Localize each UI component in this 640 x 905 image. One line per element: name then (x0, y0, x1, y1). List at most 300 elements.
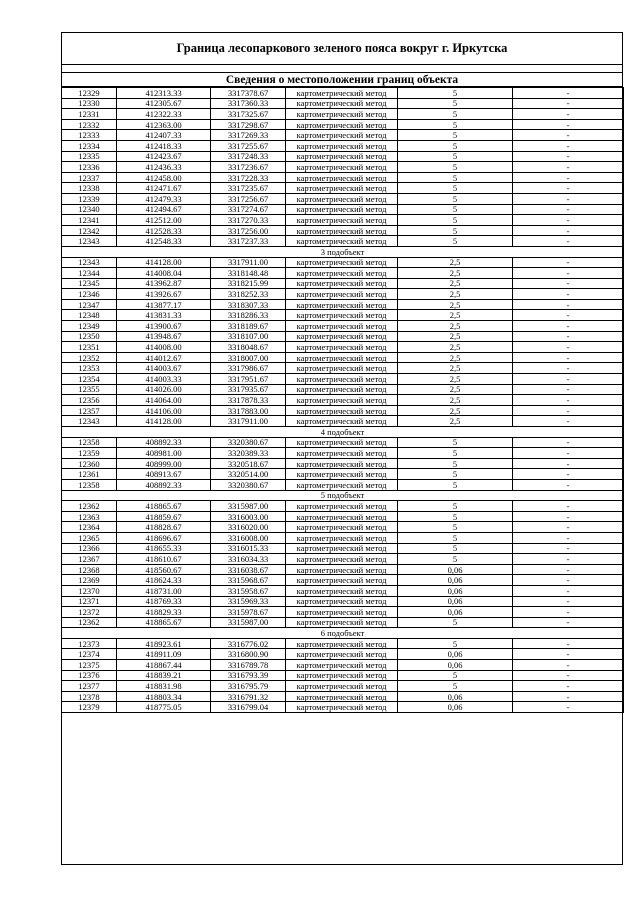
method-cell: картометрический метод (286, 363, 398, 374)
subobject-label: 6 подобъект (62, 628, 624, 639)
method-cell: картометрический метод (286, 98, 398, 109)
table-row (62, 352, 624, 363)
method-cell: картометрический метод (286, 585, 398, 596)
accuracy-cell: 5 (398, 162, 513, 173)
table-row (62, 183, 624, 194)
table-row (62, 448, 624, 459)
point-number-cell: 12370 (62, 585, 117, 596)
table-row (62, 681, 624, 692)
subobject-row (62, 490, 624, 501)
x-coordinate-cell: 412479.33 (117, 193, 211, 204)
accuracy-cell: 2,5 (398, 342, 513, 353)
method-cell: картометрический метод (286, 352, 398, 363)
method-cell: картометрический метод (286, 522, 398, 533)
method-cell: картометрический метод (286, 88, 398, 99)
description-cell: - (513, 278, 624, 289)
y-coordinate-cell: 3315969.33 (211, 596, 286, 607)
point-number-cell: 12368 (62, 564, 117, 575)
point-number-cell: 12336 (62, 162, 117, 173)
x-coordinate-cell: 408913.67 (117, 469, 211, 480)
accuracy-cell: 5 (398, 670, 513, 681)
table-row (62, 162, 624, 173)
description-cell: - (513, 257, 624, 268)
point-number-cell: 12355 (62, 384, 117, 395)
x-coordinate-cell: 412471.67 (117, 183, 211, 194)
point-number-cell: 12343 (62, 416, 117, 427)
description-cell: - (513, 140, 624, 151)
accuracy-cell: 5 (398, 554, 513, 565)
method-cell: картометрический метод (286, 469, 398, 480)
description-cell: - (513, 511, 624, 522)
method-cell: картометрический метод (286, 596, 398, 607)
x-coordinate-cell: 418865.67 (117, 501, 211, 512)
accuracy-cell: 2,5 (398, 289, 513, 300)
accuracy-cell: 5 (398, 522, 513, 533)
table-row (62, 501, 624, 512)
y-coordinate-cell: 3317951.67 (211, 374, 286, 385)
x-coordinate-cell: 418731.00 (117, 585, 211, 596)
table-row (62, 564, 624, 575)
y-coordinate-cell: 3317274.67 (211, 204, 286, 215)
y-coordinate-cell: 3320380.67 (211, 437, 286, 448)
table-row (62, 702, 624, 713)
accuracy-cell: 0,06 (398, 660, 513, 671)
description-cell: - (513, 310, 624, 321)
subobject-label: 4 подобъект (62, 427, 624, 438)
section-header: Сведения о местоположении границ объекта (62, 73, 622, 87)
point-number-cell: 12350 (62, 331, 117, 342)
point-number-cell: 12346 (62, 289, 117, 300)
method-cell: картометрический метод (286, 162, 398, 173)
document-title: Граница лесопаркового зеленого пояса вокруг г. Иркутска (62, 33, 622, 65)
y-coordinate-cell: 3318307.33 (211, 299, 286, 310)
accuracy-cell: 5 (398, 543, 513, 554)
point-number-cell: 12373 (62, 638, 117, 649)
accuracy-cell: 2,5 (398, 268, 513, 279)
x-coordinate-cell: 418867.44 (117, 660, 211, 671)
x-coordinate-cell: 414012.67 (117, 352, 211, 363)
x-coordinate-cell: 418610.67 (117, 554, 211, 565)
y-coordinate-cell: 3317256.00 (211, 225, 286, 236)
method-cell: картометрический метод (286, 564, 398, 575)
x-coordinate-cell: 412512.00 (117, 215, 211, 226)
table-row (62, 479, 624, 490)
method-cell: картометрический метод (286, 405, 398, 416)
table-row (62, 416, 624, 427)
y-coordinate-cell: 3315987.00 (211, 617, 286, 628)
point-number-cell: 12374 (62, 649, 117, 660)
description-cell: - (513, 88, 624, 99)
accuracy-cell: 2,5 (398, 416, 513, 427)
description-cell: - (513, 596, 624, 607)
subobject-row (62, 628, 624, 639)
point-number-cell: 12360 (62, 458, 117, 469)
description-cell: - (513, 384, 624, 395)
y-coordinate-cell: 3316020.00 (211, 522, 286, 533)
accuracy-cell: 2,5 (398, 299, 513, 310)
accuracy-cell: 5 (398, 88, 513, 99)
table-row (62, 278, 624, 289)
description-cell: - (513, 321, 624, 332)
title-spacer (62, 65, 622, 73)
description-cell: - (513, 522, 624, 533)
description-cell: - (513, 236, 624, 247)
table-row (62, 363, 624, 374)
point-number-cell: 12335 (62, 151, 117, 162)
point-number-cell: 12363 (62, 511, 117, 522)
y-coordinate-cell: 3320514.00 (211, 469, 286, 480)
y-coordinate-cell: 3317360.33 (211, 98, 286, 109)
y-coordinate-cell: 3316003.00 (211, 511, 286, 522)
accuracy-cell: 0,06 (398, 607, 513, 618)
x-coordinate-cell: 418769.33 (117, 596, 211, 607)
y-coordinate-cell: 3320380.67 (211, 479, 286, 490)
table-row (62, 607, 624, 618)
coordinates-table (61, 87, 624, 713)
x-coordinate-cell: 418560.67 (117, 564, 211, 575)
point-number-cell: 12357 (62, 405, 117, 416)
point-number-cell: 12377 (62, 681, 117, 692)
description-cell: - (513, 405, 624, 416)
accuracy-cell: 5 (398, 501, 513, 512)
table-row (62, 405, 624, 416)
table-row (62, 130, 624, 141)
y-coordinate-cell: 3318148.48 (211, 268, 286, 279)
y-coordinate-cell: 3318107.00 (211, 331, 286, 342)
method-cell: картометрический метод (286, 479, 398, 490)
x-coordinate-cell: 413900.67 (117, 321, 211, 332)
x-coordinate-cell: 408892.33 (117, 437, 211, 448)
x-coordinate-cell: 413831.33 (117, 310, 211, 321)
x-coordinate-cell: 414128.00 (117, 257, 211, 268)
accuracy-cell: 5 (398, 617, 513, 628)
y-coordinate-cell: 3316008.00 (211, 532, 286, 543)
y-coordinate-cell: 3317986.67 (211, 363, 286, 374)
method-cell: картометрический метод (286, 342, 398, 353)
description-cell: - (513, 416, 624, 427)
method-cell: картометрический метод (286, 458, 398, 469)
accuracy-cell: 2,5 (398, 278, 513, 289)
point-number-cell: 12344 (62, 268, 117, 279)
method-cell: картометрический метод (286, 660, 398, 671)
method-cell: картометрический метод (286, 702, 398, 713)
description-cell: - (513, 130, 624, 141)
accuracy-cell: 0,06 (398, 702, 513, 713)
x-coordinate-cell: 418828.67 (117, 522, 211, 533)
point-number-cell: 12361 (62, 469, 117, 480)
x-coordinate-cell: 413926.67 (117, 289, 211, 300)
description-cell: - (513, 268, 624, 279)
point-number-cell: 12332 (62, 119, 117, 130)
table-row (62, 321, 624, 332)
description-cell: - (513, 564, 624, 575)
description-cell: - (513, 193, 624, 204)
accuracy-cell: 0,06 (398, 691, 513, 702)
y-coordinate-cell: 3315987.00 (211, 501, 286, 512)
accuracy-cell: 5 (398, 511, 513, 522)
point-number-cell: 12341 (62, 215, 117, 226)
table-row (62, 225, 624, 236)
accuracy-cell: 5 (398, 638, 513, 649)
table-row (62, 374, 624, 385)
y-coordinate-cell: 3317256.67 (211, 193, 286, 204)
x-coordinate-cell: 413877.17 (117, 299, 211, 310)
x-coordinate-cell: 412418.33 (117, 140, 211, 151)
method-cell: картометрический метод (286, 617, 398, 628)
x-coordinate-cell: 408999.00 (117, 458, 211, 469)
accuracy-cell: 5 (398, 193, 513, 204)
x-coordinate-cell: 418655.33 (117, 543, 211, 554)
point-number-cell: 12379 (62, 702, 117, 713)
table-row (62, 670, 624, 681)
point-number-cell: 12367 (62, 554, 117, 565)
y-coordinate-cell: 3318286.33 (211, 310, 286, 321)
y-coordinate-cell: 3316793.39 (211, 670, 286, 681)
table-row (62, 236, 624, 247)
y-coordinate-cell: 3320389.33 (211, 448, 286, 459)
y-coordinate-cell: 3317878.33 (211, 395, 286, 406)
description-cell: - (513, 109, 624, 120)
table-row (62, 532, 624, 543)
method-cell: картометрический метод (286, 193, 398, 204)
description-cell: - (513, 458, 624, 469)
y-coordinate-cell: 3315978.67 (211, 607, 286, 618)
method-cell: картометрический метод (286, 543, 398, 554)
method-cell: картометрический метод (286, 416, 398, 427)
description-cell: - (513, 649, 624, 660)
description-cell: - (513, 225, 624, 236)
y-coordinate-cell: 3317883.00 (211, 405, 286, 416)
accuracy-cell: 2,5 (398, 363, 513, 374)
x-coordinate-cell: 412313.33 (117, 88, 211, 99)
description-cell: - (513, 448, 624, 459)
x-coordinate-cell: 412458.00 (117, 172, 211, 183)
method-cell: картометрический метод (286, 299, 398, 310)
accuracy-cell: 5 (398, 98, 513, 109)
accuracy-cell: 5 (398, 109, 513, 120)
x-coordinate-cell: 418696.67 (117, 532, 211, 543)
description-cell: - (513, 363, 624, 374)
description-cell: - (513, 501, 624, 512)
method-cell: картометрический метод (286, 278, 398, 289)
table-row (62, 585, 624, 596)
point-number-cell: 12364 (62, 522, 117, 533)
table-row (62, 98, 624, 109)
x-coordinate-cell: 418803.34 (117, 691, 211, 702)
table-row (62, 109, 624, 120)
accuracy-cell: 2,5 (398, 310, 513, 321)
description-cell: - (513, 119, 624, 130)
y-coordinate-cell: 3317248.33 (211, 151, 286, 162)
table-row (62, 543, 624, 554)
x-coordinate-cell: 418839.21 (117, 670, 211, 681)
accuracy-cell: 0,06 (398, 585, 513, 596)
description-cell: - (513, 670, 624, 681)
accuracy-cell: 5 (398, 204, 513, 215)
method-cell: картометрический метод (286, 268, 398, 279)
document-frame (61, 32, 623, 865)
accuracy-cell: 5 (398, 236, 513, 247)
point-number-cell: 12331 (62, 109, 117, 120)
accuracy-cell: 0,06 (398, 649, 513, 660)
point-number-cell: 12334 (62, 140, 117, 151)
description-cell: - (513, 554, 624, 565)
table-row (62, 193, 624, 204)
method-cell: картометрический метод (286, 204, 398, 215)
table-row (62, 638, 624, 649)
accuracy-cell: 5 (398, 681, 513, 692)
table-row (62, 649, 624, 660)
table-row (62, 469, 624, 480)
accuracy-cell: 2,5 (398, 374, 513, 385)
method-cell: картометрический метод (286, 554, 398, 565)
x-coordinate-cell: 413948.67 (117, 331, 211, 342)
accuracy-cell: 2,5 (398, 405, 513, 416)
table-row (62, 172, 624, 183)
table-row (62, 119, 624, 130)
y-coordinate-cell: 3317237.33 (211, 236, 286, 247)
x-coordinate-cell: 412305.67 (117, 98, 211, 109)
x-coordinate-cell: 412407.33 (117, 130, 211, 141)
method-cell: картометрический метод (286, 109, 398, 120)
table-row (62, 575, 624, 586)
point-number-cell: 12369 (62, 575, 117, 586)
table-row (62, 331, 624, 342)
accuracy-cell: 5 (398, 479, 513, 490)
x-coordinate-cell: 412322.33 (117, 109, 211, 120)
y-coordinate-cell: 3317325.67 (211, 109, 286, 120)
subobject-label: 5 подобъект (62, 490, 624, 501)
y-coordinate-cell: 3318252.33 (211, 289, 286, 300)
y-coordinate-cell: 3318215.99 (211, 278, 286, 289)
point-number-cell: 12353 (62, 363, 117, 374)
description-cell: - (513, 543, 624, 554)
point-number-cell: 12340 (62, 204, 117, 215)
method-cell: картометрический метод (286, 151, 398, 162)
table-row (62, 204, 624, 215)
description-cell: - (513, 681, 624, 692)
point-number-cell: 12362 (62, 501, 117, 512)
x-coordinate-cell: 414128.00 (117, 416, 211, 427)
method-cell: картометрический метод (286, 511, 398, 522)
description-cell: - (513, 607, 624, 618)
description-cell: - (513, 289, 624, 300)
method-cell: картометрический метод (286, 236, 398, 247)
x-coordinate-cell: 418923.61 (117, 638, 211, 649)
point-number-cell: 12348 (62, 310, 117, 321)
table-row (62, 617, 624, 628)
method-cell: картометрический метод (286, 130, 398, 141)
x-coordinate-cell: 418775.05 (117, 702, 211, 713)
method-cell: картометрический метод (286, 691, 398, 702)
method-cell: картометрический метод (286, 172, 398, 183)
description-cell: - (513, 342, 624, 353)
accuracy-cell: 5 (398, 469, 513, 480)
table-row (62, 257, 624, 268)
method-cell: картометрический метод (286, 670, 398, 681)
table-row (62, 395, 624, 406)
x-coordinate-cell: 414064.00 (117, 395, 211, 406)
table-row (62, 596, 624, 607)
point-number-cell: 12338 (62, 183, 117, 194)
y-coordinate-cell: 3317911.00 (211, 416, 286, 427)
description-cell: - (513, 162, 624, 173)
y-coordinate-cell: 3316776.02 (211, 638, 286, 649)
table-row (62, 151, 624, 162)
y-coordinate-cell: 3317255.67 (211, 140, 286, 151)
point-number-cell: 12352 (62, 352, 117, 363)
x-coordinate-cell: 414106.00 (117, 405, 211, 416)
method-cell: картометрический метод (286, 638, 398, 649)
y-coordinate-cell: 3318189.67 (211, 321, 286, 332)
accuracy-cell: 5 (398, 458, 513, 469)
point-number-cell: 12351 (62, 342, 117, 353)
description-cell: - (513, 617, 624, 628)
accuracy-cell: 5 (398, 130, 513, 141)
table-row (62, 342, 624, 353)
y-coordinate-cell: 3317270.33 (211, 215, 286, 226)
point-number-cell: 12358 (62, 479, 117, 490)
point-number-cell: 12366 (62, 543, 117, 554)
description-cell: - (513, 215, 624, 226)
x-coordinate-cell: 418624.33 (117, 575, 211, 586)
y-coordinate-cell: 3316795.79 (211, 681, 286, 692)
table-row (62, 554, 624, 565)
x-coordinate-cell: 418829.33 (117, 607, 211, 618)
subobject-label: 3 подобъект (62, 246, 624, 257)
y-coordinate-cell: 3317935.67 (211, 384, 286, 395)
accuracy-cell: 2,5 (398, 257, 513, 268)
point-number-cell: 12349 (62, 321, 117, 332)
y-coordinate-cell: 3317269.33 (211, 130, 286, 141)
y-coordinate-cell: 3316015.33 (211, 543, 286, 554)
description-cell: - (513, 395, 624, 406)
accuracy-cell: 5 (398, 225, 513, 236)
method-cell: картометрический метод (286, 374, 398, 385)
description-cell: - (513, 702, 624, 713)
description-cell: - (513, 352, 624, 363)
accuracy-cell: 2,5 (398, 395, 513, 406)
y-coordinate-cell: 3317298.67 (211, 119, 286, 130)
x-coordinate-cell: 418911.09 (117, 649, 211, 660)
x-coordinate-cell: 414008.00 (117, 342, 211, 353)
y-coordinate-cell: 3317235.67 (211, 183, 286, 194)
description-cell: - (513, 660, 624, 671)
accuracy-cell: 0,06 (398, 596, 513, 607)
accuracy-cell: 5 (398, 140, 513, 151)
x-coordinate-cell: 408981.00 (117, 448, 211, 459)
accuracy-cell: 2,5 (398, 352, 513, 363)
point-number-cell: 12345 (62, 278, 117, 289)
y-coordinate-cell: 3315958.67 (211, 585, 286, 596)
point-number-cell: 12354 (62, 374, 117, 385)
description-cell: - (513, 204, 624, 215)
table-row (62, 310, 624, 321)
table-row (62, 88, 624, 99)
y-coordinate-cell: 3316791.32 (211, 691, 286, 702)
y-coordinate-cell: 3315968.67 (211, 575, 286, 586)
method-cell: картометрический метод (286, 501, 398, 512)
accuracy-cell: 5 (398, 448, 513, 459)
x-coordinate-cell: 414026.00 (117, 384, 211, 395)
x-coordinate-cell: 414003.33 (117, 374, 211, 385)
x-coordinate-cell: 413962.87 (117, 278, 211, 289)
point-number-cell: 12329 (62, 88, 117, 99)
method-cell: картометрический метод (286, 649, 398, 660)
method-cell: картометрический метод (286, 532, 398, 543)
point-number-cell: 12371 (62, 596, 117, 607)
description-cell: - (513, 331, 624, 342)
